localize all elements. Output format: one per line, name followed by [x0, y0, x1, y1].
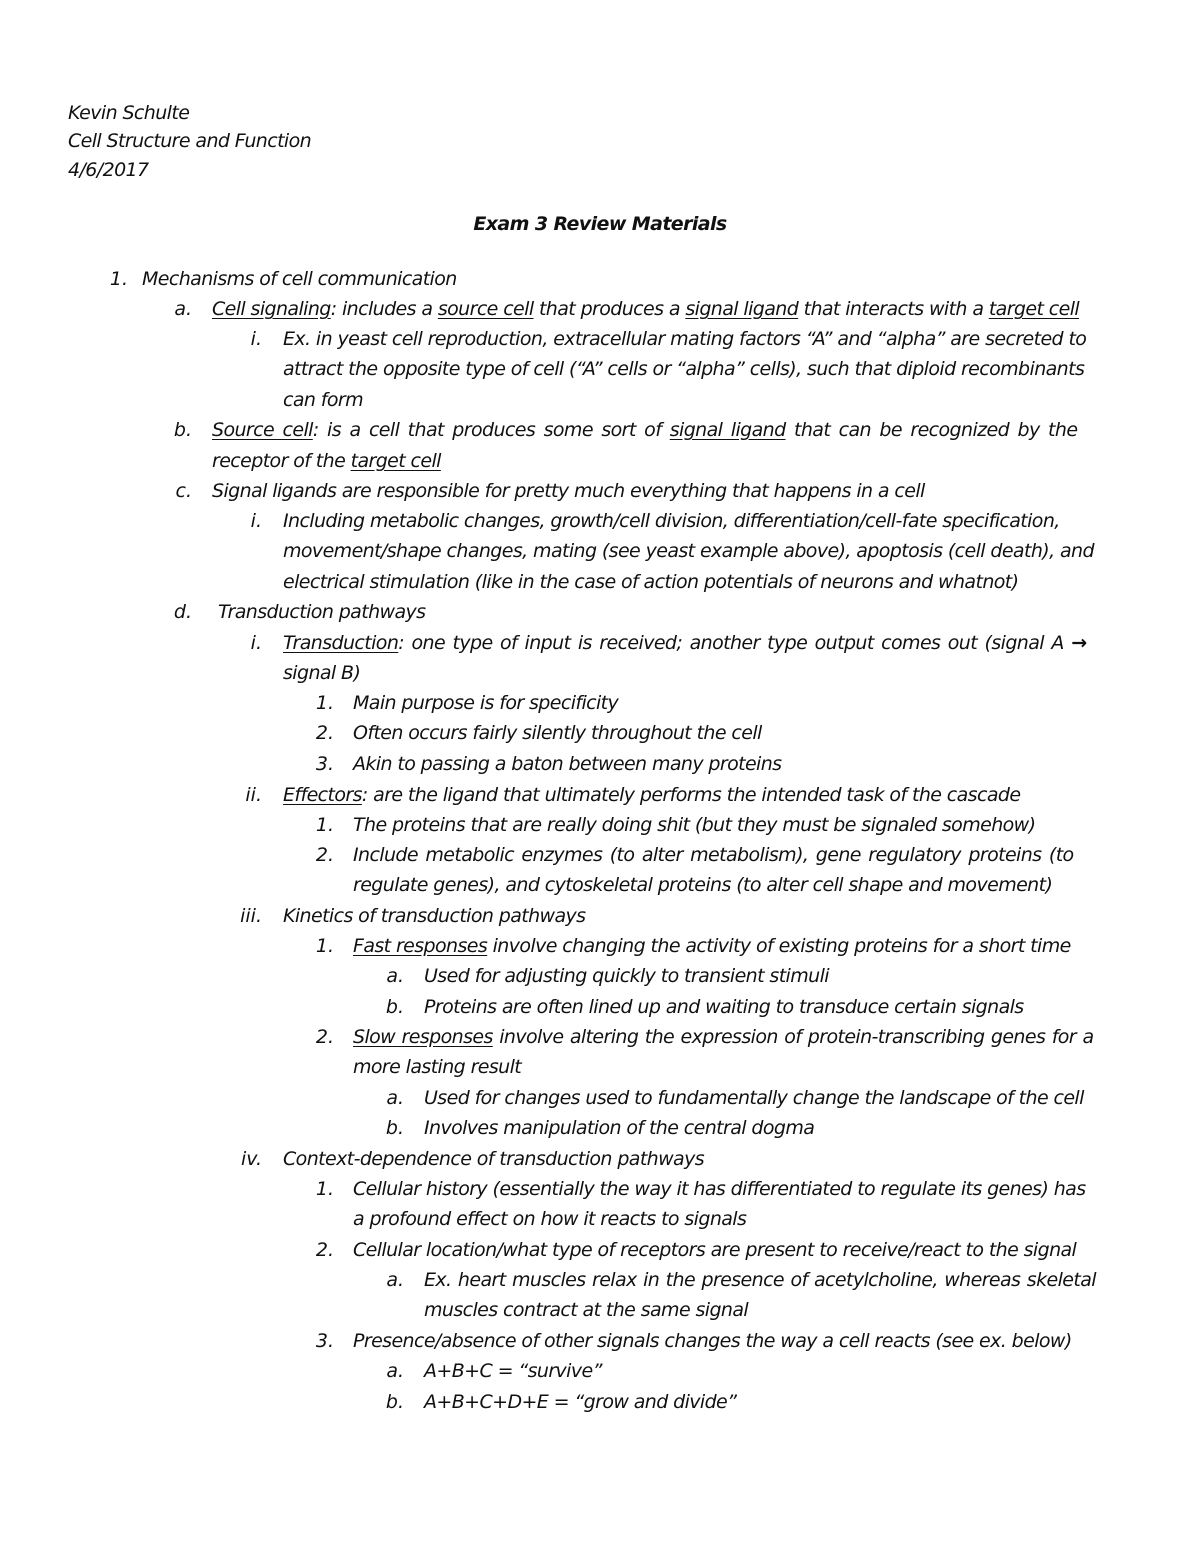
document-title: Exam 3 Review Materials [473, 213, 727, 235]
term-signal-ligand: signal ligand [669, 419, 786, 441]
document-date: 4/6/2017 [68, 159, 149, 181]
list-marker: b. [385, 1391, 404, 1413]
list-item-continuation [212, 446, 441, 476]
list-marker: b. [385, 996, 404, 1018]
term-transduction: Transduction [283, 632, 399, 654]
list-item: A+B+C+D+E = “grow and divide” [424, 1391, 737, 1413]
text-span: receptor of the [212, 450, 351, 472]
list-marker: a. [386, 1360, 404, 1382]
list-item [283, 780, 1020, 810]
list-marker: iv. [240, 1148, 262, 1170]
text-span: involve changing the activity of existing proteins for a short time [487, 935, 1071, 957]
list-item-continuation: more lasting result [353, 1056, 522, 1078]
term-cell-signaling: Cell signaling [212, 298, 331, 320]
list-item-continuation: a profound effect on how it reacts to signals [353, 1208, 747, 1230]
term-signal-ligand: signal ligand [685, 298, 799, 320]
list-item: Context-dependence of transduction pathways [283, 1148, 705, 1170]
list-item-continuation: attract the opposite type of cell (“A” cells or “alpha” cells), such that diploid recombinants [283, 358, 1085, 380]
list-item-continuation: movement/shape changes, mating (see yeast example above), apoptosis (cell death), and [283, 540, 1094, 562]
term-source-cell: Source cell [212, 419, 313, 441]
list-item: The proteins that are really doing shit (but they must be signaled somehow) [353, 814, 1036, 836]
term-fast-responses: Fast responses [353, 935, 488, 957]
list-item: Akin to passing a baton between many proteins [353, 753, 782, 775]
list-item: Used for changes used to fundamentally change the landscape of the cell [424, 1087, 1084, 1109]
term-target-cell: target cell [988, 298, 1080, 320]
list-item [353, 931, 1071, 961]
term-source-cell: source cell [437, 298, 534, 320]
list-marker: i. [250, 510, 262, 532]
list-item: Proteins are often lined up and waiting to transduce certain signals [424, 996, 1024, 1018]
list-marker: d. [173, 601, 192, 623]
list-marker: b. [173, 419, 192, 441]
text-span: that interacts with a [798, 298, 989, 320]
list-item: Include metabolic enzymes (to alter metabolism), gene regulatory proteins (to [353, 844, 1074, 866]
text-span: : includes a [330, 298, 438, 320]
list-item: Used for adjusting quickly to transient stimuli [424, 965, 829, 987]
list-marker: ii. [245, 784, 262, 806]
list-marker: 1. [315, 692, 334, 714]
list-marker: 1. [315, 814, 334, 836]
list-item: Presence/absence of other signals changes the way a cell reacts (see ex. below) [353, 1330, 1072, 1352]
term-slow-responses: Slow responses [353, 1026, 493, 1048]
list-item: Main purpose is for specificity [353, 692, 619, 714]
section-heading: Mechanisms of cell communication [142, 268, 457, 290]
list-marker: a. [386, 1087, 404, 1109]
list-marker: a. [386, 1269, 404, 1291]
list-marker: 1. [315, 935, 334, 957]
list-item [212, 415, 1077, 445]
author-name: Kevin Schulte [68, 102, 190, 124]
list-item: Signal ligands are responsible for pretty much everything that happens in a cell [212, 480, 925, 502]
term-effectors: Effectors [283, 784, 362, 806]
course-name: Cell Structure and Function [68, 130, 312, 152]
text-span: : is a cell that produces some sort of [312, 419, 670, 441]
text-span: that produces a [533, 298, 686, 320]
list-marker: a. [174, 298, 192, 320]
term-target-cell: target cell [350, 450, 441, 472]
list-item-continuation: muscles contract at the same signal [424, 1299, 749, 1321]
list-marker: 3. [315, 753, 334, 775]
text-span: : are the ligand that ultimately performs the intended task of the cascade [361, 784, 1021, 806]
list-item [283, 628, 1087, 658]
list-marker: 2. [315, 1026, 334, 1048]
list-marker: c. [175, 480, 192, 502]
list-marker: 2. [315, 1239, 334, 1261]
list-item: Transduction pathways [218, 601, 426, 623]
list-item-continuation: signal B) [283, 662, 361, 684]
list-item-continuation: electrical stimulation (like in the case of action potentials of neurons and whatnot) [283, 571, 1019, 593]
list-item: A+B+C = “survive” [424, 1360, 602, 1382]
list-marker: i. [250, 328, 262, 350]
list-marker: 2. [315, 844, 334, 866]
text-span: involve altering the expression of protein-transcribing genes for a [492, 1026, 1094, 1048]
list-marker: 2. [315, 722, 334, 744]
list-item: Involves manipulation of the central dogma [424, 1117, 815, 1139]
list-marker: i. [250, 632, 262, 654]
list-item-continuation: can form [283, 389, 364, 411]
text-span: : one type of input is received; another type output comes out (signal A [398, 632, 1064, 654]
list-item-continuation: regulate genes), and cytoskeletal proteins (to alter cell shape and movement) [353, 874, 1053, 896]
list-item: Cellular history (essentially the way it has differentiated to regulate its genes) has [353, 1178, 1086, 1200]
text-span: that can be recognized by the [785, 419, 1078, 441]
list-marker: iii. [240, 905, 262, 927]
list-marker: 1. [109, 268, 128, 290]
list-marker: 3. [315, 1330, 334, 1352]
list-marker: b. [385, 1117, 404, 1139]
list-marker: a. [386, 965, 404, 987]
list-marker: 1. [315, 1178, 334, 1200]
arrow-right-icon: → [1071, 632, 1087, 654]
list-item: Including metabolic changes, growth/cell division, differentiation/cell-fate specification, [283, 510, 1060, 532]
list-item: Ex. heart muscles relax in the presence of acetylcholine, whereas skeletal [424, 1269, 1096, 1291]
list-item: Kinetics of transduction pathways [283, 905, 586, 927]
list-item [353, 1022, 1094, 1052]
list-item: Cellular location/what type of receptors are present to receive/react to the signal [353, 1239, 1077, 1261]
list-item [212, 294, 1079, 324]
list-item: Ex. in yeast cell reproduction, extracellular mating factors “A” and “alpha” are secreted to [283, 328, 1087, 350]
list-item: Often occurs fairly silently throughout the cell [353, 722, 762, 744]
